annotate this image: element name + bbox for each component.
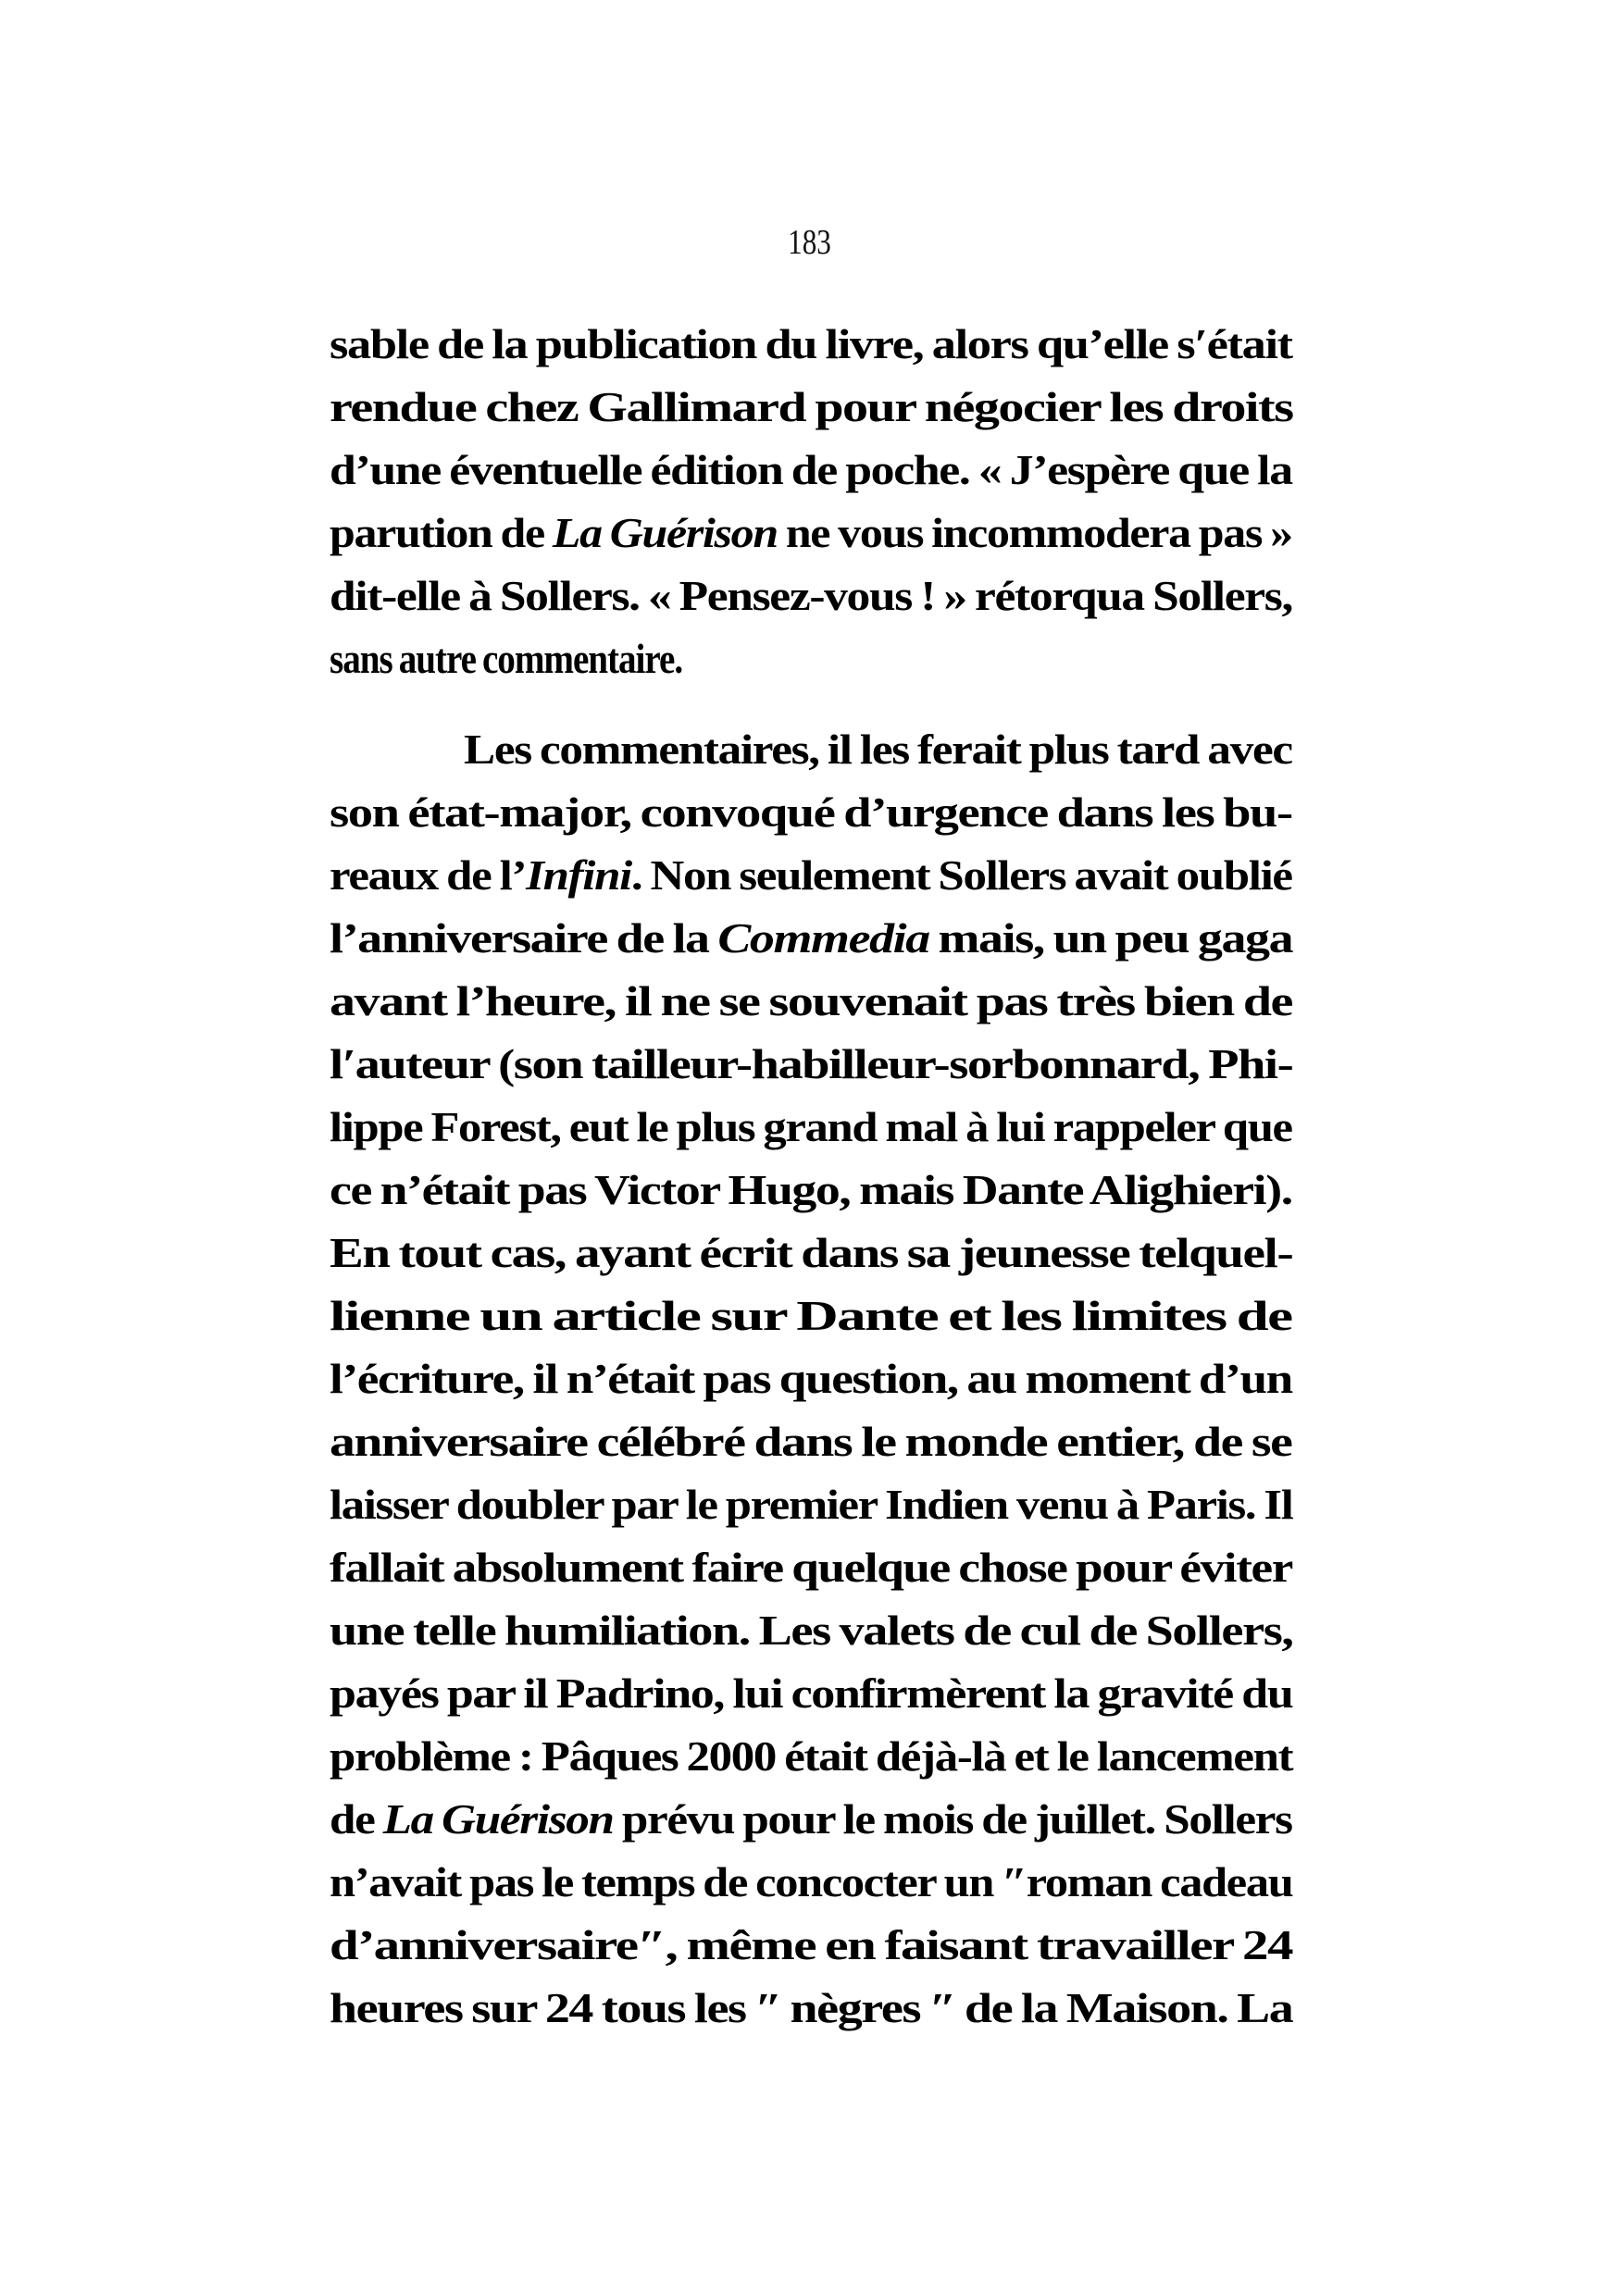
line-text: une telle humiliation. Les valets de cul de Sollers, xyxy=(330,1607,1293,1654)
page-number: 183 xyxy=(788,223,831,262)
line-text: avant l’heure, il ne se souvenait pas très bien de xyxy=(330,977,1292,1024)
text-line xyxy=(330,907,1292,970)
book-title: La Guérison xyxy=(552,509,778,556)
text-line xyxy=(330,627,1292,690)
text-line xyxy=(330,1977,1292,2040)
text-line xyxy=(330,565,1292,627)
line-text: rendue chez Gallimard pour négocier les droits xyxy=(330,383,1293,430)
line-text: prévu pour le mois de juillet. Sollers xyxy=(613,1795,1292,1843)
text-line xyxy=(330,1033,1292,1096)
text-line xyxy=(330,1159,1292,1222)
line-text: ce n’était pas Victor Hugo, mais Dante Alighieri). xyxy=(330,1166,1292,1213)
text-line xyxy=(330,1473,1292,1536)
text-line xyxy=(330,718,1292,781)
line-text: ne vous incommodera pas » xyxy=(777,509,1292,556)
paragraph-1 xyxy=(330,313,1292,690)
text-line xyxy=(330,502,1292,565)
text-line xyxy=(330,376,1292,439)
text-line xyxy=(330,781,1292,844)
text-line xyxy=(330,439,1292,502)
text-line xyxy=(330,970,1292,1033)
line-text: laisser doubler par le premier Indien venu à Paris. Il xyxy=(330,1481,1293,1528)
line-text: anniversaire célébré dans le monde entier, de se xyxy=(330,1418,1292,1465)
line-text: heures sur 24 tous les ″ nègres ″ de la Maison. La xyxy=(330,1984,1293,2031)
body-text xyxy=(330,313,1292,2040)
line-text: . Non seulement Sollers avait oublié xyxy=(630,851,1292,899)
line-text: problème : Pâques 2000 était déjà-là et le lancement xyxy=(330,1732,1293,1780)
text-line xyxy=(330,1788,1292,1851)
line-text: l’anniversaire de la xyxy=(330,914,718,962)
line-text: lippe Forest, eut le plus grand mal à lui rappeler que xyxy=(330,1103,1292,1150)
text-line xyxy=(330,1222,1292,1285)
line-text: d’une éventuelle édition de poche. « J’espère que la xyxy=(330,446,1292,493)
line-text: sans autre commentaire. xyxy=(330,635,683,682)
line-text: de xyxy=(330,1795,383,1843)
line-text: En tout cas, ayant écrit dans sa jeunesse telquel- xyxy=(330,1229,1293,1276)
line-text: sable de la publication du livre, alors qu’elle s′était xyxy=(330,320,1292,367)
text-line xyxy=(330,844,1292,907)
line-text: parution de xyxy=(330,509,553,556)
line-text: Les commentaires, il les ferait plus tard avec xyxy=(464,726,1292,773)
text-line xyxy=(330,1096,1292,1159)
line-text: payés par il Padrino, lui confirmèrent la gravité du xyxy=(330,1669,1293,1717)
text-line xyxy=(330,1914,1292,1977)
text-line xyxy=(330,1410,1292,1473)
line-text: l′auteur (son tailleur-habilleur-sorbonnard, Phi- xyxy=(330,1040,1293,1087)
book-title: La Guérison xyxy=(382,1795,614,1843)
text-line xyxy=(330,1725,1292,1788)
line-text: lienne un article sur Dante et les limites de xyxy=(330,1292,1292,1339)
line-text: mais, un peu gaga xyxy=(928,914,1293,962)
text-line xyxy=(330,1599,1292,1662)
line-text: n’avait pas le temps de concocter un ″roman cadeau xyxy=(330,1858,1293,1905)
journal-title: Infini xyxy=(526,851,631,899)
line-text: d’anniversaire″, même en faisant travailler 24 xyxy=(330,1921,1293,1968)
text-line xyxy=(330,1851,1292,1914)
text-line xyxy=(330,1347,1292,1410)
work-title: Commedia xyxy=(717,914,929,962)
text-line xyxy=(330,1285,1292,1347)
text-line xyxy=(330,313,1292,376)
line-text: dit-elle à Sollers. « Pensez-vous ! » rétorqua Sollers, xyxy=(330,572,1293,619)
text-line xyxy=(330,1536,1292,1599)
line-text: fallait absolument faire quelque chose pour éviter xyxy=(330,1544,1292,1591)
line-text: l’écriture, il n’était pas question, au moment d’un xyxy=(330,1355,1292,1402)
line-text: reaux de l’ xyxy=(330,851,527,899)
line-text: son état-major, convoqué d’urgence dans les bu- xyxy=(330,788,1292,836)
text-line xyxy=(330,1662,1292,1725)
paragraph-2 xyxy=(330,718,1292,2040)
